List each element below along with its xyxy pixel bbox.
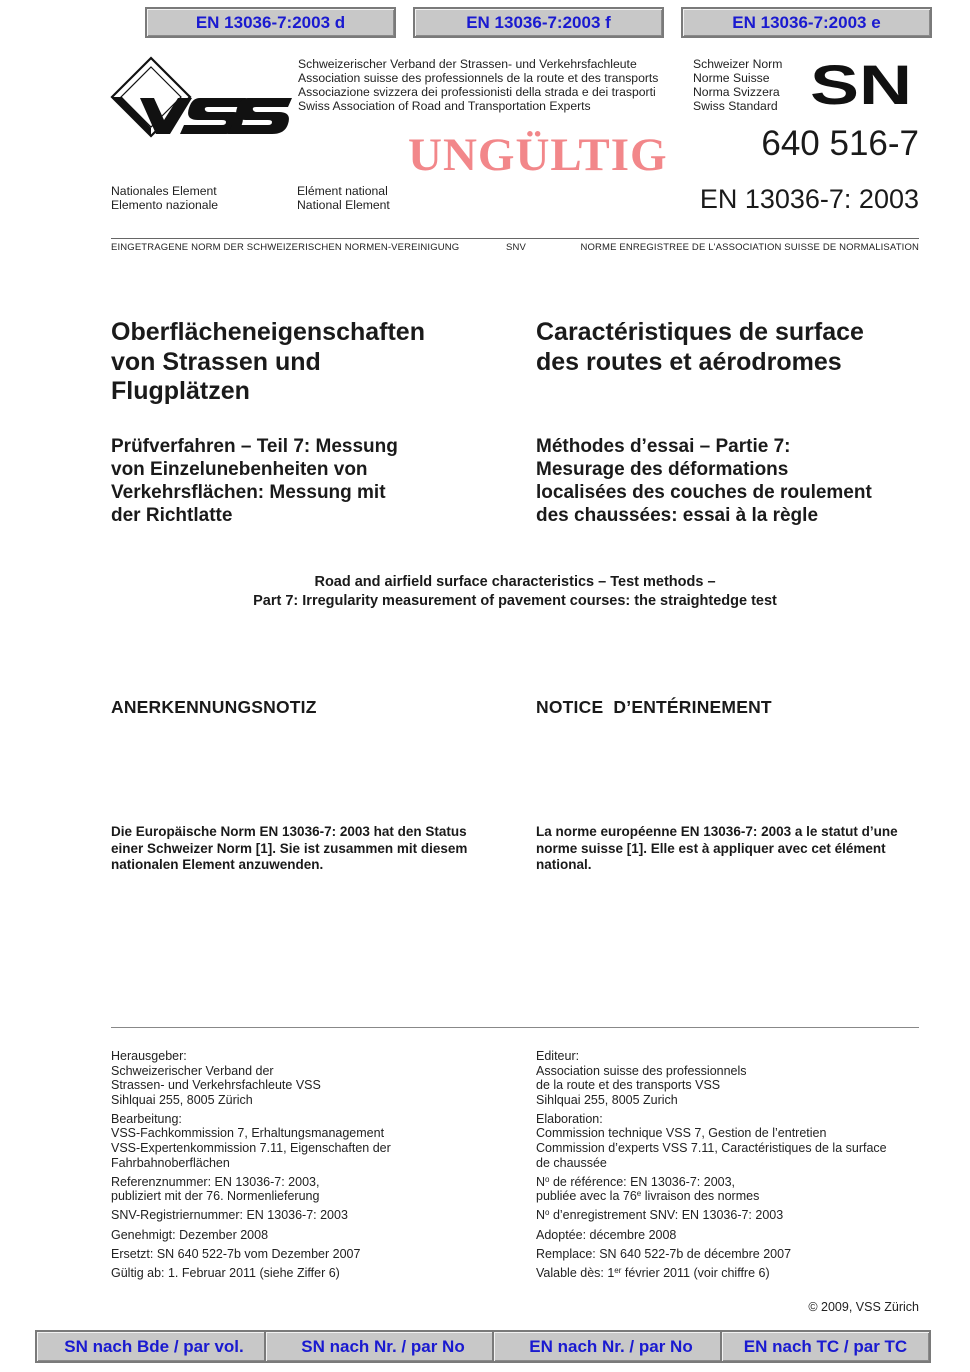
approved-fr: Adoptée: décembre 2008 (536, 1227, 677, 1242)
elaboration-fr: Elaboration: Commission technique VSS 7, Gestion de l’entretien Commission d’experts VSS 7.11, Caractéristiques de la surface de chaussée (536, 1111, 887, 1170)
invalid-watermark: UNGÜLTIG (408, 129, 668, 181)
nav-button-french[interactable]: EN 13036-7:2003 f (413, 7, 664, 38)
registry-fr: NORME ENREGISTREE DE L'ASSOCIATION SUISSE DE NORMALISATION (580, 242, 919, 253)
subtitle-de: Prüfverfahren – Teil 7: Messung von Einzelunebenheiten von Verkehrsflächen: Messung mit der Richtlatte (111, 436, 398, 526)
meta-fr (536, 1049, 926, 1285)
replaces-fr: Remplace: SN 640 522-7b de décembre 2007 (536, 1246, 792, 1261)
valid-fr: Valable dès: 1er février 2011 (voir chiffre 6) (536, 1265, 770, 1280)
valid-de: Gültig ab: 1. Februar 2011 (siehe Ziffer 6) (111, 1265, 340, 1280)
snv-number-de: SNV-Registriernummer: EN 13036-7: 2003 (111, 1208, 348, 1223)
snv-number-fr: $N^o$ d’enregistrement SNV: EN 13036-7: 2003 (536, 1208, 784, 1223)
approved-de: Genehmigt: Dezember 2008 (111, 1227, 269, 1242)
replaces-de: Ersetzt: SN 640 522-7b vom Dezember 2007 (111, 1246, 361, 1261)
reference-fr: $N^o$ de référence: EN 13036-7: 2003, publiée avec la 76e livraison des normes (536, 1174, 760, 1204)
title-de: Oberflächeneigenschaften von Strassen und Flugplätzen (111, 318, 425, 405)
vss-logo (108, 54, 293, 140)
registry-snv: SNV (506, 242, 526, 253)
nav-button-german[interactable]: EN 13036-7:2003 d (145, 7, 396, 38)
subtitle-fr: Méthodes d’essai – Partie 7: Mesurage des déformations localisées des couches de roulement des chaussées: essai à la règle (536, 436, 872, 526)
norm-number: 640 516-7 (761, 124, 919, 163)
registry-divider (111, 238, 919, 239)
nav-en-by-number-button[interactable]: EN nach Nr. / par No (492, 1330, 730, 1363)
element-label-de-it: Nationales Element Elemento nazionale (111, 184, 219, 212)
association-names: Schweizerischer Verband der Strassen- und Verkehrsfachleute Association suisse des professionnels de la route et des transports Associazione svizzera dei professionisti della strada e dei trasporti Swiss Association of Road and Transportation Experts (298, 57, 659, 113)
publisher-de: Herausgeber: Schweizerischer Verband der Strassen- und Verkehrsfachleute VSS Sihlquai 255, 8005 Zürich (111, 1049, 321, 1107)
notice-heading-fr: NOTICE D’ENTÉRINEMENT (536, 697, 772, 717)
meta-divider (111, 1027, 919, 1028)
element-label-fr-en: Elément national National Element (297, 184, 390, 212)
meta-de (111, 1049, 511, 1285)
nav-sn-by-number-button[interactable]: SN nach Nr. / par No (264, 1330, 502, 1363)
norm-type-labels: Schweizer Norm Norme Suisse Norma Svizzera Swiss Standard (693, 57, 783, 113)
nav-button-english[interactable]: EN 13036-7:2003 e (681, 7, 932, 38)
registry-de: EINGETRAGENE NORM DER SCHWEIZERISCHEN NORMEN-VEREINIGUNG (111, 242, 460, 253)
publisher-fr: Editeur: Association suisse des professionnels de la route et des transports VSS Sihlquai 255, 8005 Zurich (536, 1049, 747, 1107)
reference-de: Referenznummer: EN 13036-7: 2003, publiziert mit der 76. Normenlieferung (111, 1174, 320, 1204)
copyright: © 2009, VSS Zürich (808, 1300, 919, 1314)
nav-en-by-tc-button[interactable]: EN nach TC / par TC (720, 1330, 931, 1363)
title-fr: Caractéristiques de surface des routes et aérodromes (536, 318, 864, 376)
nav-sn-by-volume-button[interactable]: SN nach Bde / par vol. (35, 1330, 273, 1363)
notice-heading-de: ANERKENNUNGSNOTIZ (111, 697, 317, 717)
notice-text-fr: La norme européenne EN 13036-7: 2003 a le statut d’une norme suisse [1]. Elle est à appliquer avec cet élément national. (536, 824, 898, 872)
sn-logo (802, 54, 920, 113)
svg-text:SN: SN (809, 54, 913, 108)
title-en: Road and airfield surface characteristics – Test methods – Part 7: Irregularity measurement of pavement courses: the straightedge test (253, 574, 777, 609)
notice-text-de: Die Europäische Norm EN 13036-7: 2003 hat den Status einer Schweizer Norm [1]. Sie ist zusammen mit diesem nationalen Element anzuwenden. (111, 824, 468, 872)
elaboration-de: Bearbeitung: VSS-Fachkommission 7, Erhaltungsmanagement VSS-Expertenkommission 7.11, Eigenschaften der Fahrbahnoberflächen (111, 1111, 391, 1170)
en-number: EN 13036-7: 2003 (699, 184, 919, 214)
